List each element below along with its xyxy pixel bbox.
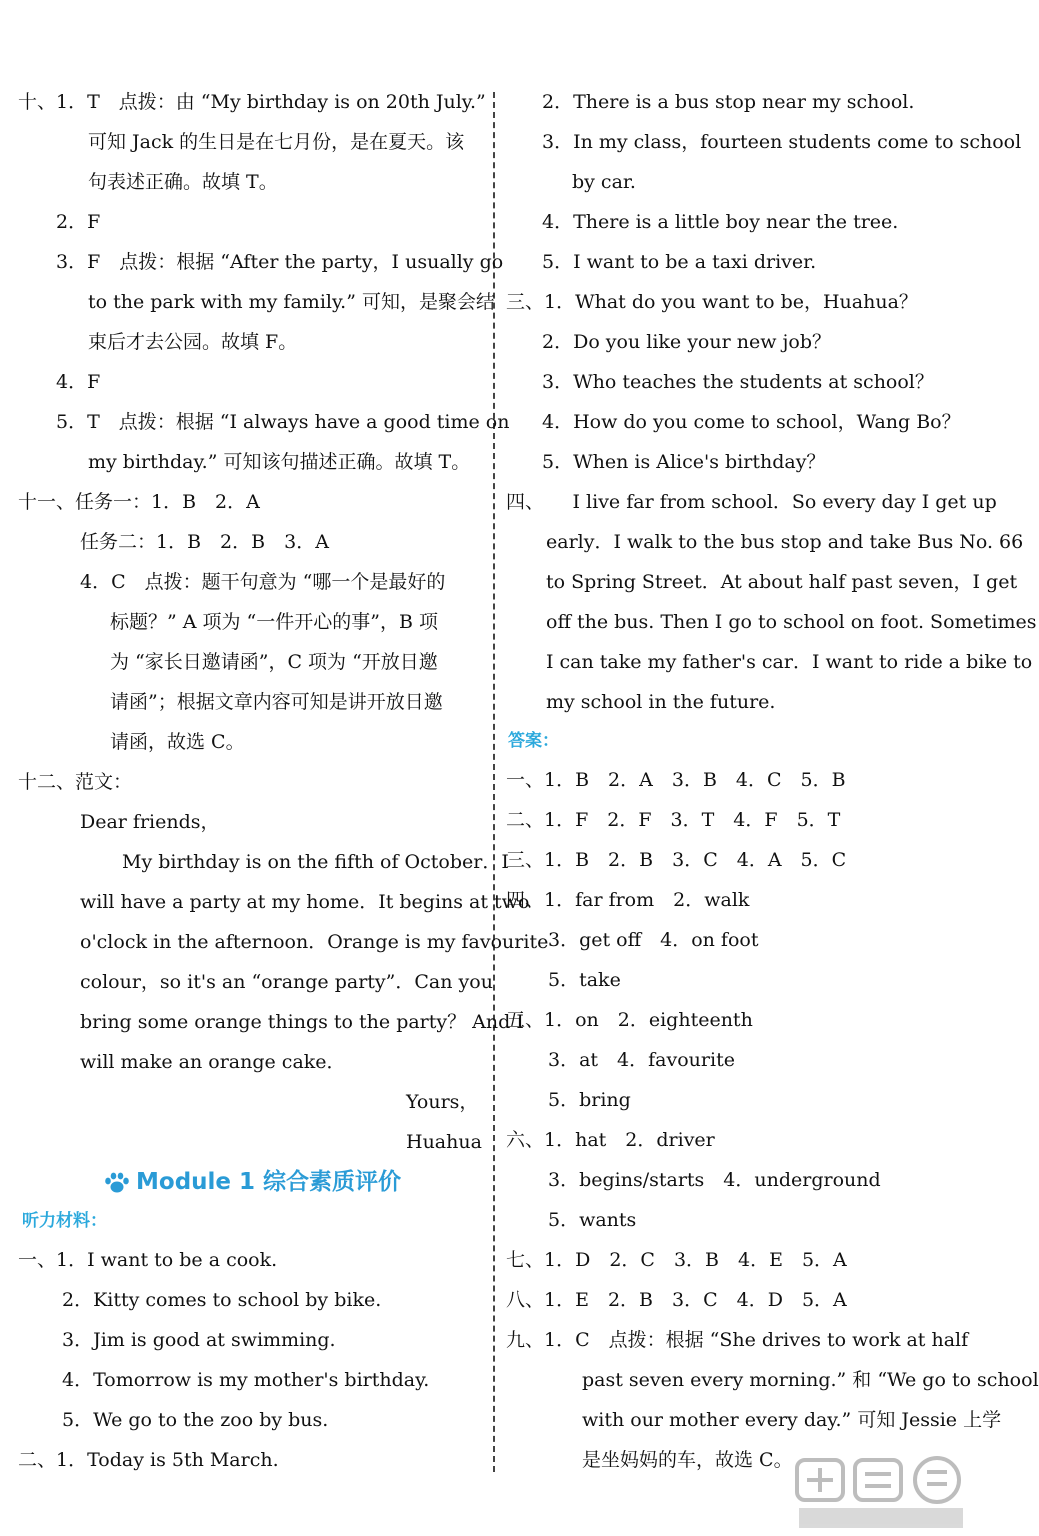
text-line: 4．How do you come to school，Wang Bo？ — [542, 411, 961, 433]
text-line: 3．begins/starts 4．underground — [548, 1169, 881, 1191]
text-line: 5．wants — [548, 1209, 637, 1231]
text-line: 3．Who teaches the students at school？ — [542, 371, 934, 393]
text-line: My birthday is on the fifth of October．I — [122, 851, 509, 873]
text-line: off the bus. Then I go to school on foot. Sometimes — [546, 611, 1037, 633]
text-line: 2．Do you like your new job？ — [542, 331, 832, 353]
text-line: 六、1．hat 2．driver — [506, 1129, 715, 1151]
text-line: 5．When is Alice's birthday？ — [542, 451, 826, 473]
text-line: 十一、任务一：1．B 2．A — [18, 491, 260, 513]
text-line: 任务二：1．B 2．B 3．A — [80, 531, 329, 553]
text-line: 四、 I live far from school．So every day I get up — [506, 491, 997, 513]
text-line: 十、1．T 点拨：由 “My birthday is on 20th July.” — [18, 91, 486, 113]
text-line: 二、1．F 2．F 3．T 4．F 5．T — [506, 809, 841, 831]
text-line: 请函，故选 C。 — [110, 731, 245, 753]
text-line: 一、1．I want to be a cook. — [18, 1249, 278, 1271]
text-line: 是坐妈妈的车，故选 C。 — [582, 1449, 793, 1471]
module-heading-text: Module 1 综合素质评价 — [136, 1169, 402, 1195]
text-line: 五、1．on 2．eighteenth — [506, 1009, 753, 1031]
text-line: 一、1．B 2．A 3．B 4．C 5．B — [506, 769, 846, 791]
text-line: 二、1．Today is 5th March. — [18, 1449, 279, 1471]
text-line: will have a party at my home．It begins at two — [80, 891, 530, 913]
text-line: 七、1．D 2．C 3．B 4．E 5．A — [506, 1249, 847, 1271]
text-line: 四、1．far from 2．walk — [506, 889, 750, 911]
text-line: 5．take — [548, 969, 621, 991]
text-line: 4．Tomorrow is my mother's birthday. — [62, 1369, 430, 1391]
text-line: early．I walk to the bus stop and take Bus No. 66 — [546, 531, 1024, 553]
text-line: to Spring Street．At about half past seven，I get — [546, 571, 1018, 593]
text-line: with our mother every day.” 可知 Jessie 上学 — [582, 1409, 1002, 1431]
text-line: 2．F — [56, 211, 101, 233]
text-line: will make an orange cake． — [80, 1051, 346, 1073]
text-line: 三、1．B 2．B 3．C 4．A 5．C — [506, 849, 847, 871]
text-line: Yours， — [406, 1091, 479, 1113]
text-line: 可知 Jack 的生日是在七月份，是在夏天。该 — [88, 131, 465, 153]
text-line: 请函”；根据文章内容可知是讲开放日邀 — [110, 691, 443, 713]
text-line: 3．F 点拨：根据 “After the party，I usually go — [56, 251, 504, 273]
text-line: 为 “家长日邀请函”，C 项为 “开放日邀 — [110, 651, 438, 673]
text-line: 2．There is a bus stop near my school. — [542, 91, 915, 113]
text-line: my birthday.” 可知该句描述正确。故填 T。 — [88, 451, 471, 473]
text-line: my school in the future. — [546, 691, 776, 713]
text-line: 5．T 点拨：根据 “I always have a good time on — [56, 411, 510, 433]
text-line: o'clock in the afternoon．Orange is my favourite — [80, 931, 549, 953]
text-line: 5．I want to be a taxi driver. — [542, 251, 817, 273]
text-line: 十二、范文： — [18, 771, 133, 793]
paw-icon — [104, 1172, 130, 1194]
text-line: 4．There is a little boy near the tree. — [542, 211, 899, 233]
text-line: 八、1．E 2．B 3．C 4．D 5．A — [506, 1289, 847, 1311]
text-line: 3．at 4．favourite — [548, 1049, 735, 1071]
text-line: 5．We go to the zoo by bus. — [62, 1409, 329, 1431]
text-line: 4．C 点拨：题干句意为 “哪一个是最好的 — [80, 571, 446, 593]
text-line: colour，so it's an “orange party”．Can you — [80, 971, 493, 993]
text-line: Dear friends， — [80, 811, 220, 833]
text-line: 九、1．C 点拨：根据 “She drives to work at half — [506, 1329, 969, 1351]
answer-label: 答案： — [508, 731, 559, 751]
text-line: to the park with my family.” 可知，是聚会结 — [88, 291, 495, 313]
text-line: 5．bring — [548, 1089, 631, 1111]
text-line: 3．Jim is good at swimming. — [62, 1329, 336, 1351]
text-line: Huahua — [406, 1131, 482, 1153]
text-line: by car. — [572, 171, 636, 193]
text-line: 三、1．What do you want to be，Huahua？ — [506, 291, 918, 313]
text-line: bring some orange things to the party？ And I — [80, 1011, 524, 1033]
watermark-logo — [791, 1456, 969, 1530]
text-line: 句表述正确。故填 T。 — [88, 171, 278, 193]
module-heading — [104, 1168, 401, 1196]
text-line: I can take my father's car．I want to ride a bike to — [546, 651, 1033, 673]
text-line: 2．Kitty comes to school by bike. — [62, 1289, 382, 1311]
text-line: 3．get off 4．on foot — [548, 929, 759, 951]
listening-label: 听力材料： — [22, 1211, 107, 1231]
text-line: past seven every morning.” 和 “We go to school — [582, 1369, 1039, 1391]
text-line: 标题？” A 项为 “一件开心的事”，B 项 — [110, 611, 438, 633]
text-line: 4．F — [56, 371, 101, 393]
text-line: 3．In my class，fourteen students come to school — [542, 131, 1022, 153]
text-line: 束后才去公园。故填 F。 — [88, 331, 298, 353]
